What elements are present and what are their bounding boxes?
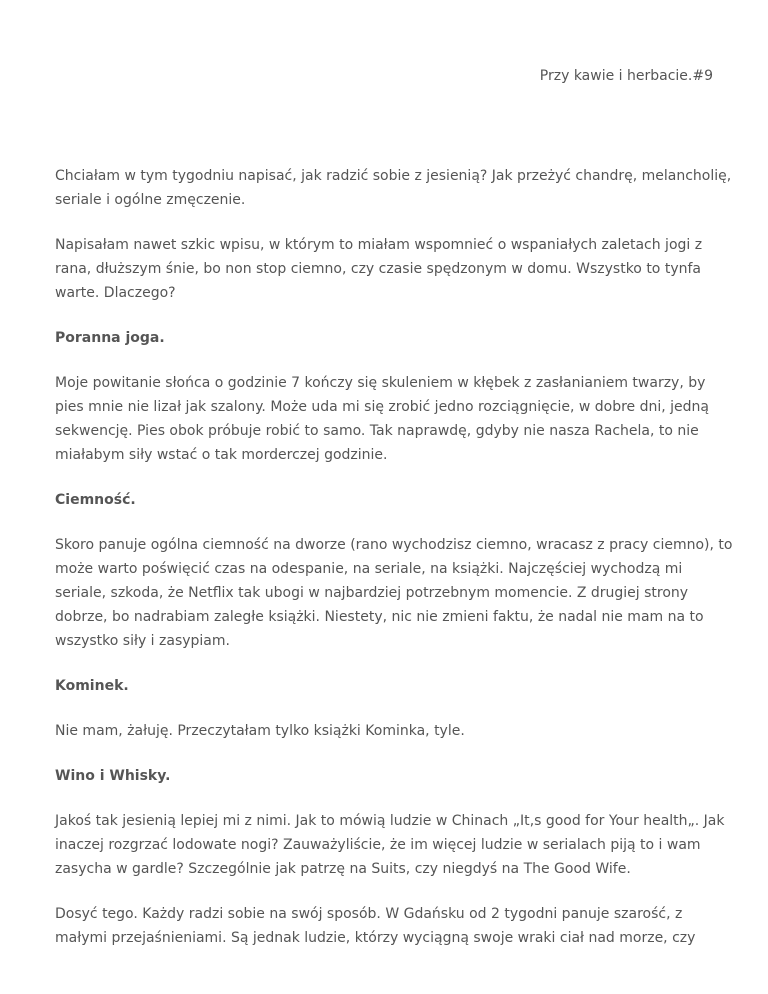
paragraph-darkness: Skoro panuje ogólna ciemność na dworze (rano wychodzisz ciemno, wracasz z pracy ciemno), to może warto poświęcić czas na odespanie, na seriale, na książki. Najczęściej wychodzą mi seriale, szkoda, że Netflix tak ubogi w najbardziej potrzebnym momencie. Z drugiej strony dobrze, bo nadrabiam zaległe książki. Niestety, nic nie zmieni faktu, że nadal nie mam na to wszystko siły i zasypiam. (55, 537, 733, 649)
section-heading-darkness: Ciemność. (55, 492, 136, 508)
paragraph-yoga: Moje powitanie słońca o godzinie 7 kończy się skuleniem w kłębek z zasłanianiem twarzy, by pies mnie nie lizał jak szalony. Może uda mi się zrobić jedno rozciągnięcie, w dobre dni, jedną sekwencję. Pies obok próbuje robić to samo. Tak naprawdę, gdyby nie nasza Rachela, to nie miałabym siły wstać o tak morderczej godzinie. (55, 375, 709, 463)
section-heading-fireplace: Kominek. (55, 678, 129, 694)
section-heading-wine: Wino i Whisky. (55, 768, 171, 784)
paragraph-fireplace: Nie mam, żałuję. Przeczytałam tylko książki Kominka, tyle. (55, 723, 465, 739)
section-heading-yoga: Poranna joga. (55, 330, 165, 346)
paragraph-closing: Dosyć tego. Każdy radzi sobie na swój sposób. W Gdańsku od 2 tygodni panuje szarość, z małymi przejaśnieniami. Są jednak ludzie, którzy wyciągną swoje wraki ciał nad morze, czy (55, 906, 696, 946)
post-title: Przy kawie i herbacie.#9 (539, 68, 713, 84)
article-body (55, 164, 735, 971)
paragraph-draft: Napisałam nawet szkic wpisu, w którym to miałam wspomnieć o wspaniałych zaletach jogi z rana, dłuższym śnie, bo non stop ciemno, czy czasie spędzonym w domu. Wszystko to tynfa warte. Dlaczego? (55, 237, 703, 301)
paragraph-intro: Chciałam w tym tygodniu napisać, jak radzić sobie z jesienią? Jak przeżyć chandrę, melancholię, seriale i ogólne zmęczenie. (55, 168, 732, 208)
paragraph-wine: Jakoś tak jesienią lepiej mi z nimi. Jak to mówią ludzie w Chinach „It‚s good for Your health„. Jak inaczej rozgrzać lodowate nogi? Zauważyliście, że im więcej ludzie w serialach piją to i wam zasycha w gardle? Szczególnie jak patrzę na Suits, czy niegdyś na The Good Wife. (55, 813, 725, 877)
